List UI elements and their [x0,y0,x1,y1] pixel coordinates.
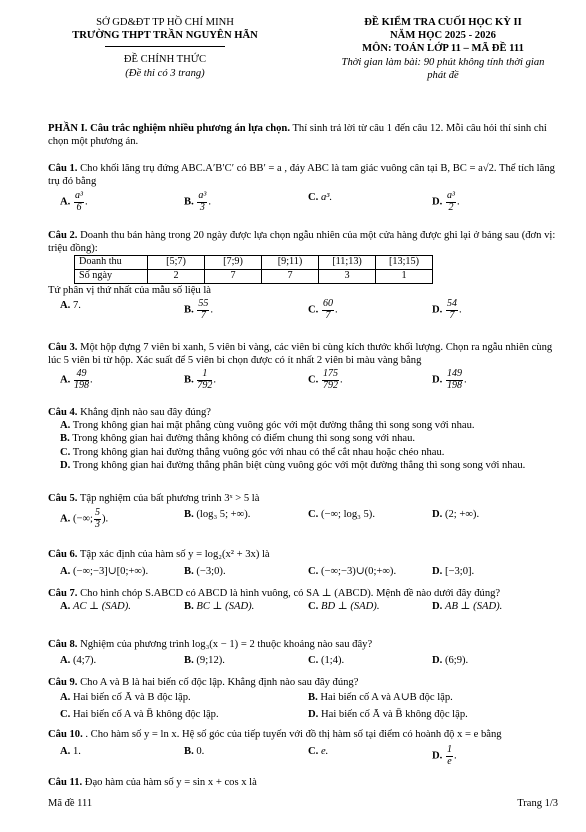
option-b[interactable]: B. 0. [184,746,205,758]
option-d[interactable]: D. $\frac{149}{198}$ . [432,368,467,391]
answer-row [48,191,556,213]
option-b[interactable]: B. $\frac{1}{792}$ . [184,368,217,391]
answer-row [48,654,556,667]
table-cell: Doanh thu [75,256,148,270]
table-cell: [9;11) [262,256,319,270]
table-cell: 7 [205,270,262,284]
fraction: $\frac{149}{198}$ [446,368,462,391]
option-b[interactable]: B. $\frac{55}{7}$ . [184,298,214,321]
exam-title: ĐỀ KIỂM TRA CUỐI HỌC KỲ II [364,17,522,28]
option-b[interactable]: B. (−3;0). [184,566,226,578]
answer-row [48,691,556,704]
table-row [75,256,433,270]
fraction: $\frac{5}{3}$ [94,507,100,530]
option-b[interactable]: B. Trong không gian hai đường thẳng không có điểm chung thì song song với nhau. [60,433,416,445]
question-6 [48,548,556,578]
question-text: . Cho hàm số y = ln x. Hệ số góc của tiếp tuyến với đồ thị hàm số tại điểm có hoành độ x = e bằng [82,729,502,740]
answer-row [48,299,556,321]
option-a[interactable]: A. (4;7). [60,655,97,667]
question-text: Tập xác định của hàm số y = log₂(x² + 3x) là [77,549,270,560]
fraction: $\frac{54}{7}$ [446,298,457,321]
question-number: Câu 9. [48,677,78,688]
option-c[interactable]: C. Hai biến cố A và B̄ không độc lập. [60,709,219,721]
part1-heading [48,122,556,148]
option-a[interactable]: A. 7. [60,300,81,312]
table-cell: [13;15) [376,256,433,270]
page-footer [48,797,558,810]
option-a[interactable]: A. $\frac{49}{198}$ . [60,368,93,391]
option-a[interactable]: A. AC ⊥ (SAD). [60,601,131,613]
option-a[interactable]: A. 1. [60,746,81,758]
question-text: Cho khối lăng trụ đứng ABC.A′B′C′ có BB′ = a , đáy ABC là tam giác vuông cân tại B, BC = a√2. Thể tích lăng trụ đó bằng [48,163,555,188]
question-4 [48,406,556,472]
table-cell: 3 [319,270,376,284]
header-right [318,16,568,82]
question-9 [48,676,556,722]
question-number: Câu 5. [48,493,78,504]
option-c[interactable]: C. e. [308,746,329,758]
question-number: Câu 7. [48,588,78,599]
option-b[interactable]: B. (9;12). [184,655,225,667]
fraction: $\frac{\text{a³}}{2}$ [446,190,455,213]
question-5 [48,492,556,530]
part1-title: PHẦN I. Câu trắc nghiệm nhiều phương án lựa chọn. [48,123,290,134]
question-number: Câu 10. [48,729,83,740]
table-cell: 1 [376,270,433,284]
fraction: $\frac{49}{198}$ [73,368,89,391]
question-number: Câu 1. [48,163,78,174]
page-number: Trang 1/3 [517,798,558,809]
question-3 [48,341,556,391]
option-b[interactable]: B. Hai biến cố A và A∪B độc lập. [308,692,453,704]
fraction: $\frac{\text{a³}}{3}$ [198,190,207,213]
question-7 [48,587,556,613]
question-number: Câu 3. [48,342,78,353]
option-a[interactable]: A. (−∞; $\frac{5}{3}$ ). [60,507,109,530]
option-c[interactable]: C. BD ⊥ (SAD). [308,601,380,613]
official-label: ĐỀ CHÍNH THỨC [123,54,207,66]
option-b[interactable]: B. BC ⊥ (SAD). [184,601,255,613]
fraction: $\frac{1}{792}$ [197,368,213,391]
question-number: Câu 11. [48,777,83,788]
question-prompt: Tứ phân vị thứ nhất của mẫu số liệu là [48,284,211,296]
question-text: Doanh thu bán hàng trong 20 ngày được lựa chọn ngẫu nhiên của một cửa hàng được ghi lại ở bảng sau (đơn vị: triệu đồng): [48,230,556,255]
fraction: $\frac{175}{792}$ [322,368,338,391]
school-name: TRƯỜNG THPT TRẦN NGUYÊN HÃN [72,30,258,42]
option-c[interactable]: C. Trong không gian hai đường thẳng vuông góc với nhau có thể cắt nhau hoặc chéo nhau. [60,446,445,458]
option-a[interactable]: A. $\frac{\text{a³}}{6}$ . [60,190,88,213]
subject-code: MÔN: TOÁN LỚP 11 – MÃ ĐỀ 111 [362,43,524,55]
answer-row [48,708,556,721]
question-text: Khẳng định nào sau đây đúng? [77,407,212,418]
answer-row [48,508,556,530]
department-name: SỞ GD&ĐT TP HỒ CHÍ MINH [96,17,234,28]
exam-code: Mã đề 111 [48,798,93,809]
school-year: NĂM HỌC 2025 - 2026 [390,30,496,42]
option-d[interactable]: D. AB ⊥ (SAD). [432,601,503,613]
option-d[interactable]: D. $\frac{\text{a³}}{2}$ . [432,190,460,213]
question-8 [48,638,556,667]
answer-row [48,745,556,767]
question-number: Câu 8. [48,639,78,650]
answer-row [48,565,556,578]
option-c[interactable]: C. (−∞;−3)∪(0;+∞). [308,566,397,578]
header-divider [105,46,225,47]
header-left [60,16,270,80]
question-text: Nghiệm của phương trình log₃(x − 1) = 2 thuộc khoảng nào sau đây? [77,639,373,650]
option-c[interactable]: C. (1;4). [308,655,345,667]
answer-row [48,369,556,391]
question-text: Một hộp đựng 7 viên bi xanh, 5 viên bi vàng, các viên bi cùng kích thước khối lượng. Chọn ra ngẫu nhiên cùng lúc 5 viên bi từ hộp. Xác suất để 5 viên bi chọn được có ít nhất 2 viên bi màu vàng bằng [48,342,553,367]
question-10 [48,728,556,767]
option-a[interactable]: A. (−∞;−3]∪[0;+∞). [60,566,149,578]
table-cell: Số ngày [75,270,148,284]
option-b[interactable]: B. $\frac{\text{a³}}{3}$ . [184,190,212,213]
option-a[interactable]: A. Trong không gian hai mặt phẳng cùng vuông góc với một đường thẳng thì song song với nhau. [60,420,475,432]
page-count-note: (Đề thi có 3 trang) [125,67,205,79]
table-cell: [11;13) [319,256,376,270]
option-c[interactable]: C. a³. [308,192,333,204]
option-d[interactable]: D. (2; +∞). [432,509,480,521]
question-2 [48,229,556,321]
table-cell: [7;9) [205,256,262,270]
option-c[interactable]: C. (−∞; log₃ 5). [308,509,375,521]
fraction: $\frac{55}{7}$ [198,298,209,321]
option-d[interactable]: D. (6;9). [432,655,469,667]
option-a[interactable]: A. Hai biến cố Ā và B độc lập. [60,692,191,704]
answer-row [48,600,556,613]
option-d[interactable]: D. $\frac{1}{e}$ . [432,744,457,767]
question-text: Đạo hàm của hàm số y = sin x + cos x là [82,777,257,788]
part1-instruction: Thí sinh trả lời từ câu 1 đến câu 12. Mỗi câu hỏi thí sinh chỉ chọn một phương án. [48,123,547,148]
question-text: Cho hình chóp S.ABCD có ABCD là hình vuông, có SA ⊥ (ABCD). Mệnh đề nào dưới đây đúng? [77,588,501,599]
option-d[interactable]: D. Trong không gian hai đường thẳng phân biệt cùng vuông góc với một đường thẳng thì song song với nhau. [60,459,526,471]
table-cell: 2 [148,270,205,284]
question-text: Tập nghiệm của bất phương trình 3ˣ > 5 là [77,493,260,504]
question-number: Câu 6. [48,549,78,560]
option-d[interactable]: D. [−3;0]. [432,566,475,578]
option-d[interactable]: D. Hai biến cố Ā và B̄ không độc lập. [308,709,468,721]
option-b[interactable]: B. (log₃ 5; +∞). [184,509,251,521]
time-limit: Thời gian làm bài: 90 phút không tính thời gian phát đề [341,56,545,81]
fraction: $\frac{60}{7}$ [322,298,333,321]
table-row [75,270,433,284]
question-number: Câu 4. [48,407,78,418]
question-number: Câu 2. [48,230,78,241]
question-11 [48,776,556,789]
frequency-table [74,255,433,284]
fraction: $\frac{1}{e}$ [446,744,452,767]
table-cell: [5;7) [148,256,205,270]
question-1 [48,162,556,213]
option-c[interactable]: C. $\frac{175}{792}$ . [308,368,343,391]
fraction: $\frac{\text{a³}}{6}$ [74,190,83,213]
option-c[interactable]: C. $\frac{60}{7}$ . [308,298,338,321]
option-d[interactable]: D. $\frac{54}{7}$ . [432,298,462,321]
question-text: Cho A và B là hai biến cố độc lập. Khẳng định nào sau đây đúng? [77,677,359,688]
table-cell: 7 [262,270,319,284]
